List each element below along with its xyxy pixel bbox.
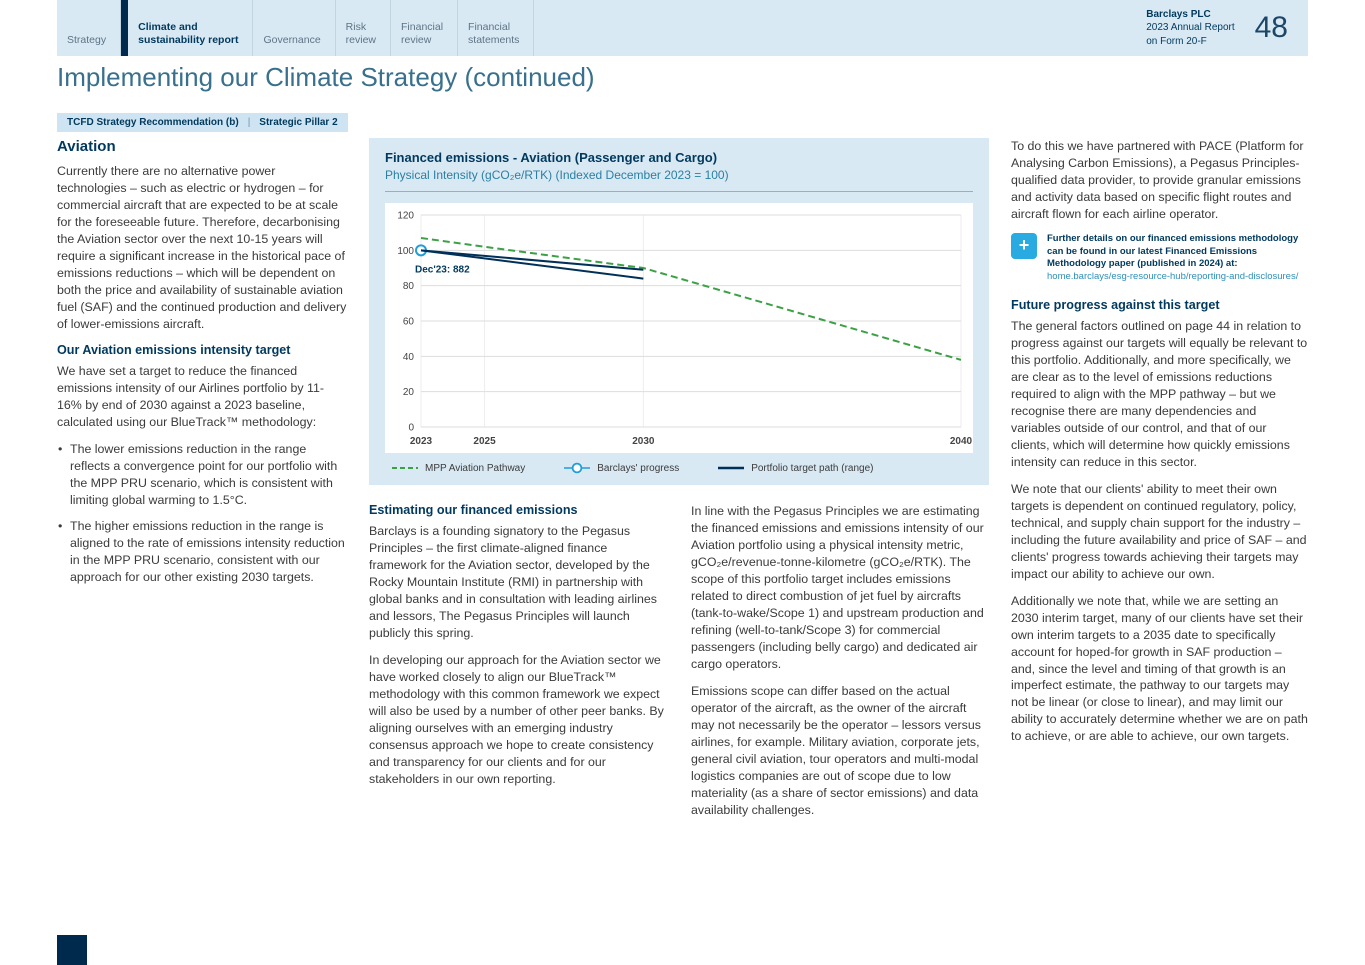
tag-divider: |	[247, 117, 251, 128]
tab-risk-review[interactable]	[336, 0, 391, 56]
tab-label: Financial review	[401, 20, 444, 47]
svg-text:2025: 2025	[473, 436, 496, 447]
estimating-paragraph: In line with the Pegasus Principles we are estimating the financed emissions and emissions intensity of our Aviation portfolio using a physical intensity metric, gCO₂e/revenue-tonne-kilometre (gCO₂e/RTK). The scope of this portfolio target includes emissions related to direct combustion of jet fuel by aircrafts (tank-to-wake/Scope 1) and upstream production and refining (well-to-tank/Scope 3) for commercial passengers (including belly cargo) and dedicated air cargo operators.	[691, 504, 984, 671]
report-title-line2: on Form 20-F	[1146, 35, 1207, 47]
future-progress-paragraph: Additionally we note that, while we are setting an 2030 interim target, many of our clients have set their own interim targets to a 2035 date to specifically account for hoped-for growth in SAF production – and, since the level and timing of that growth is an imperfect estimate, the pathway to our targets may not be linear (or close to linear), and may limit our ability to accurately determine whether we are on path to achieve, or are able to achieve, our own targets.	[1011, 593, 1308, 744]
chart-legend	[385, 453, 973, 477]
report-meta-block	[1146, 0, 1308, 56]
right-column	[1011, 138, 1308, 755]
tab-strategy[interactable]	[57, 0, 121, 56]
page-title: Implementing our Climate Strategy (continued)	[57, 62, 595, 92]
tab-label: Risk review	[345, 20, 377, 47]
chart-subtitle: Physical Intensity (gCO₂e/RTK) (Indexed December 2023 = 100)	[385, 168, 973, 192]
svg-text:2030: 2030	[632, 436, 655, 447]
tag-tcfd-label: TCFD Strategy Recommendation (b)	[67, 117, 239, 128]
estimating-emissions-heading: Estimating our financed emissions	[369, 503, 578, 517]
estimating-emissions-col-a	[369, 503, 667, 829]
legend-item: MPP Aviation Pathway	[425, 462, 526, 474]
svg-text:80: 80	[402, 281, 414, 293]
chart-plot-area	[385, 203, 973, 453]
future-progress-paragraph: The general factors outlined on page 44 in relation to progress against our targets will equally be relevant to this portfolio. Additionally, and more specifically, we are clear as to the level of emissions reductions required to align with the MPP pathway – but we recognise there are many dependencies and variables outside of our control, and that of our clients, which will determine how quickly emissions intensity can reduce in this sector.	[1011, 318, 1308, 469]
report-meta	[1146, 8, 1234, 48]
methodology-link[interactable]: home.barclays/esg-resource-hub/reporting-and-disclosures/	[1047, 271, 1299, 283]
emissions-target-paragraph: We have set a target to reduce the financed emissions intensity of our Airlines portfolio by 11-16% by end of 2030 against a 2023 baseline, calculated using our BlueTrack™ methodology:	[57, 363, 324, 429]
svg-text:2023: 2023	[409, 436, 433, 447]
svg-text:0: 0	[408, 422, 414, 434]
footer-page-marker	[57, 935, 87, 965]
tab-label: Financial statements	[468, 20, 520, 47]
aviation-heading: Aviation	[57, 138, 116, 155]
target-bullet-list	[57, 441, 347, 586]
tab-climate-and-sustainability-report[interactable]	[121, 0, 253, 56]
target-bullet: • The lower emissions reduction in the range reflects a convergence point for our portfolio with the MPP PRU scenario, which is consistent with limiting global warming to 1.5°C.	[57, 441, 347, 509]
target-bullet: • The higher emissions reduction in the range is aligned to the rate of emissions intensity reduction in the MPP PRU scenario, consistent with our approach for our other existing 2030 targets.	[57, 518, 347, 586]
estimating-paragraph: Barclays is a founding signatory to the Pegasus Principles – the first climate-aligned finance framework for the Aviation sector, developed by the Rocky Mountain Institute (RMI) in partnership with global banks and in consultation with leading airlines and lessors, The Pegasus Principles will launch publicly this spring.	[369, 524, 657, 640]
middle-column	[369, 138, 989, 829]
svg-text:120: 120	[397, 210, 414, 222]
tab-governance[interactable]	[253, 0, 335, 56]
callout-text	[1047, 233, 1308, 284]
tab-label: Climate and sustainability report	[138, 20, 239, 47]
section-tabs	[57, 0, 534, 56]
tab-label: Strategy	[67, 34, 107, 47]
brand-name: Barclays PLC	[1146, 9, 1211, 21]
tcfd-strategy-tag	[57, 113, 348, 132]
svg-text:2040: 2040	[949, 436, 973, 447]
svg-text:60: 60	[402, 316, 414, 328]
tag-pillar-label: Strategic Pillar 2	[259, 117, 338, 128]
tab-financial-review[interactable]	[391, 0, 458, 56]
emissions-target-subheading: Our Aviation emissions intensity target	[57, 342, 291, 357]
tab-label: Governance	[263, 34, 321, 47]
legend-item: Barclays' progress	[563, 462, 679, 474]
aviation-intro-paragraph: Currently there are no alternative power technologies – such as electric or hydrogen – for commercial aircraft that are expected to be at scale for the foreseeable future. Therefore, decarbonising the Aviation sector over the next 10-15 years will require a significant increase in the historical pace of emissions reductions – which will be dependent on both the price and availability of sustainable aviation fuel (SAF) and the continued production and delivery of lower-emissions aircraft.	[57, 164, 347, 331]
page-number: 48	[1254, 11, 1288, 44]
estimating-paragraph: Emissions scope can differ based on the actual operator of the aircraft, as the owner of the aircraft may not necessarily be the operator – lessors versus airlines, for example. Military aviation, corporate jets, general civil aviation, tour operators and multi-modal logistics companies are out of scope due to low materiality (as a share of sector emissions) and data availability challenges.	[691, 683, 981, 817]
financed-emissions-chart-card	[369, 138, 989, 485]
chart-title: Financed emissions - Aviation (Passenger and Cargo)	[385, 150, 718, 165]
svg-text:40: 40	[402, 351, 414, 363]
plus-icon: +	[1011, 233, 1037, 259]
pace-partnership-paragraph: To do this we have partnered with PACE (Platform for Analysing Carbon Emissions), a Pegasus Principles-qualified data provider, to provide granular emissions and activity data based on specific flight routes and aircraft flown for each airline operator.	[1011, 139, 1304, 221]
estimating-emissions-col-b	[691, 503, 989, 829]
legend-item: Portfolio target path (range)	[751, 462, 874, 474]
main-content	[57, 138, 1308, 829]
svg-text:100: 100	[397, 245, 414, 257]
tab-financial-statements[interactable]	[458, 0, 534, 56]
svg-text:20: 20	[402, 387, 414, 399]
line-chart	[385, 203, 973, 453]
estimating-emissions-columns	[369, 503, 989, 829]
methodology-callout	[1011, 233, 1308, 284]
tag-row	[57, 112, 348, 132]
future-progress-heading: Future progress against this target	[1011, 297, 1220, 312]
aviation-section	[57, 138, 347, 595]
top-navigation	[57, 0, 1308, 56]
estimating-paragraph: In developing our approach for the Aviation sector we have worked closely to align our BlueTrack™ methodology with this common framework we expect will also be used by a number of other peer banks. By aligning ourselves with an emerging industry consensus approach we hope to create consistency and transparency for our clients and for our stakeholders in our own reporting.	[369, 652, 664, 786]
callout-bold-text: Further details on our financed emissions methodology can be found in our latest Financed Emissions Methodology paper (published in 2024) at:	[1047, 232, 1299, 270]
report-title-line1: 2023 Annual Report	[1146, 22, 1235, 34]
svg-text:Dec'23: 882: Dec'23: 882	[415, 264, 470, 276]
future-progress-paragraph: We note that our clients' ability to meet their own targets is dependent on continued regulatory, policy, technical, and supply chain support for the industry – including the future availability and price of SAF – and clients' progress towards achieving their targets may impact our ability to achieve our own.	[1011, 481, 1307, 581]
